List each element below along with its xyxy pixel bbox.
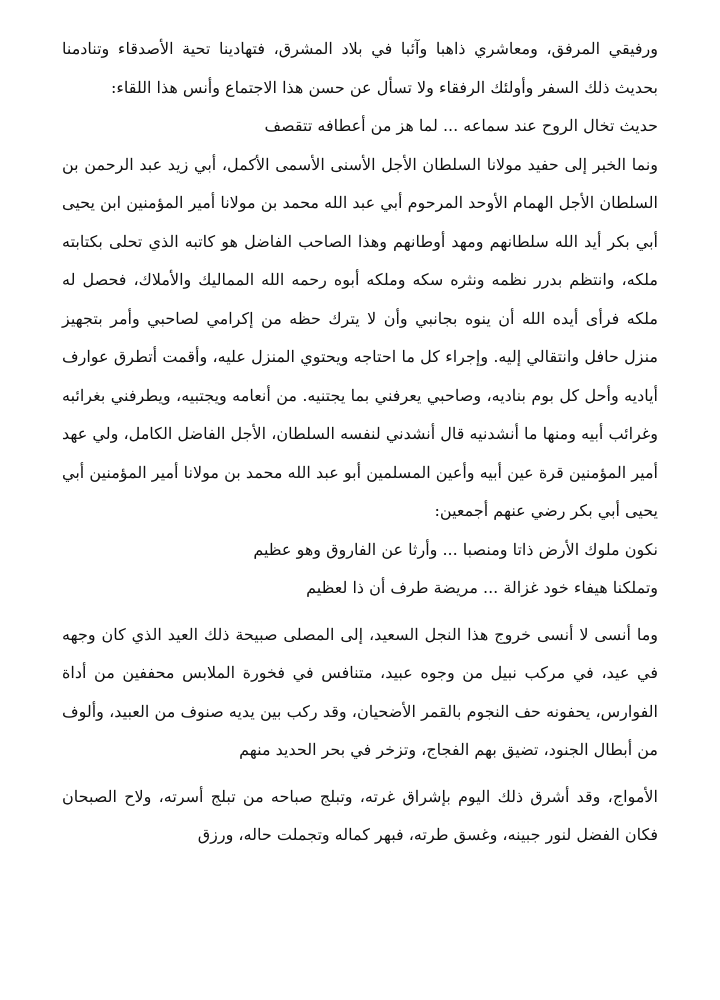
- paragraph-news: ونما الخبر إلى حفيد مولانا السلطان الأجل الأسنى الأسمى الأكمل، أبي زيد عبد الرحمن بن السلطان الأجل الهمام الأوحد المرحوم أبي عبد الله محمد بن مولانا أمير المؤمنين ابن يحيى أبي بكر أيد الله سلطانهم ومهد أوطانهم وهذا الصاحب الفاضل هو كاتبه الذي تحلى بكتابته ملكه، وانتظم بدرر نظمه ونثره سكه وملكه أبوه رحمه الله المماليك والأملاك، فحصل له ملكه فرأى أيده الله أن ينوه بجانبي وأن لا يترك حظه من إكرامي لصاحبي وأمر بتجهيز منزل حافل وانتقالي إليه. وإجراء كل ما احتاجه ويحتوي المنزل عليه، وأقمت أتطرق عوارف أياديه وأحل كل بوم بناديه، وصاحبي يعرفني بما يجتنيه. من أنعامه ويجتبيه، ويطرفني بغرائبه وغرائب أبيه ومنها ما أنشدنيه قال أنشدني لنفسه السلطان، الأجل الفاضل الكامل، ولي عهد أمير المؤمنين قرة عين أبيه وأعين المسلمين أبو عبد الله محمد بن مولانا أمير المؤمنين أبي يحيى أبي بكر رضي عنهم أجمعين:: [62, 154, 659, 520]
- verse-line-1: حديث تخال الروح عند سماعه ... لما هز من أعطافه تتقصف: [264, 116, 658, 135]
- paragraph-eid: وما أنسى لا أنسى خروج هذا النجل السعيد، إلى المصلى صبيحة ذلك العيد الذي كان وجهه في عيد، في مركب نبيل من وجوه عبيد، متنافس في فخورة الملابس محففين من أداة الفوارس، يحفونه حف النجوم بالقمر الأضحيان، وقد ركب بين يديه صنوف من العبيد، وألوف من أبطال الجنود، تضيق بهم الفجاج، وتزخر في بحر الحديد منهم: [62, 624, 659, 759]
- verse-line-2: نكون ملوك الأرض ذاتا ومنصبا ... وأرثا عن الفاروق وهو عظيم: [253, 539, 658, 559]
- spacer: [62, 608, 658, 616]
- paragraph-opening: ورفيقي المرفق، ومعاشري ذاهبا وآئبا في بلاد المشرق، فتهادينا تحية الأصدقاء وتنادمنا بحديث ذلك السفر وأولئك الرفقاء ولا تسأل عن حسن هذا الاجتماع وأنس هذا اللقاء:: [62, 39, 658, 97]
- paragraph-morning: الأمواج، وقد أشرق ذلك اليوم بإشراق غرته، وتبلج صباحه من تبلج أسرته، ولاح الصبحان فكان الفضل لنور جبينه، وغسق طرته، فبهر كماله وتجملت حاله، ورزق: [62, 786, 658, 844]
- spacer: [62, 770, 658, 778]
- verse-line-3: وتملكنا هيفاء خود غزالة ... مريضة طرف أن ذا لعظيم: [306, 578, 658, 597]
